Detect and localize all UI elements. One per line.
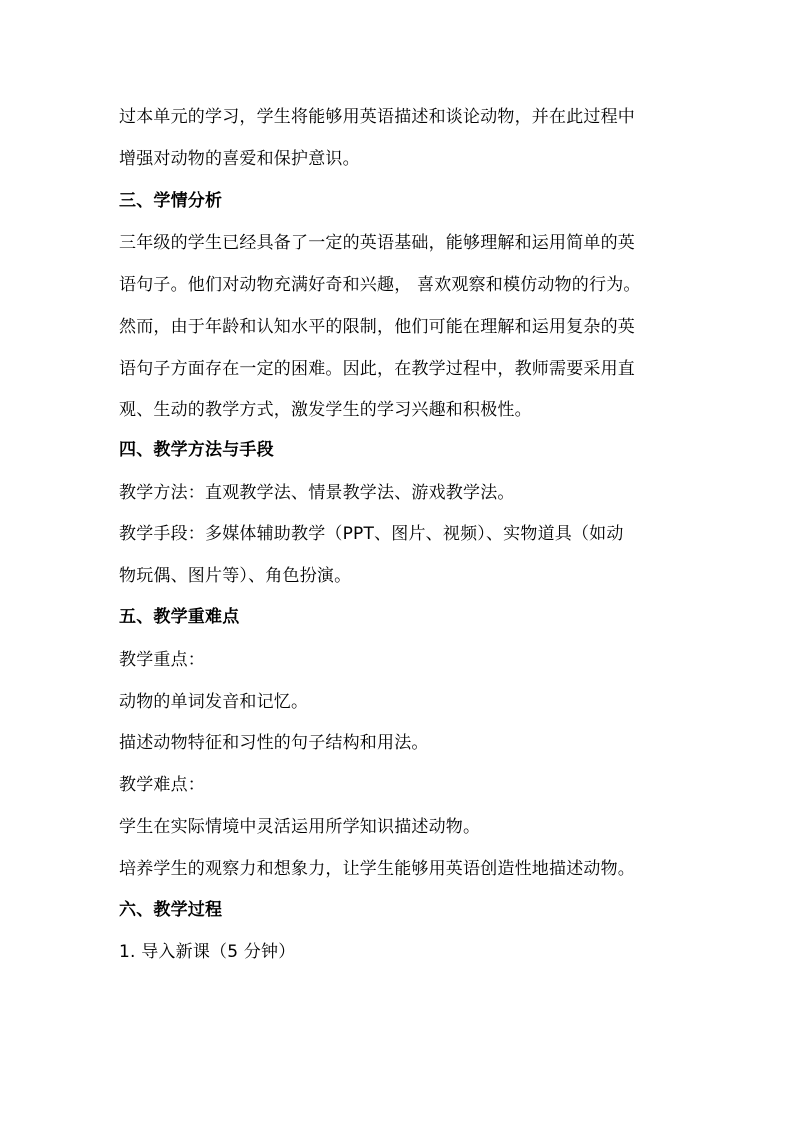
paragraph-line: 学生在实际情境中灵活运用所学知识描述动物。 [119, 817, 481, 837]
paragraph-line: 过本单元的学习，学生将能够用英语描述和谈论动物，并在此过程中 [119, 107, 635, 127]
paragraph-line: 然而，由于年龄和认知水平的限制，他们可能在理解和运用复杂的英 [119, 317, 635, 337]
section-heading-methods: 四、教学方法与手段 [119, 440, 274, 460]
paragraph-line: 教学手段：多媒体辅助教学（PPT、图片、视频）、实物道具（如动 [119, 524, 624, 544]
paragraph-line: 观、生动的教学方式，激发学生的学习兴趣和积极性。 [119, 400, 532, 420]
section-heading-learner-analysis: 三、学情分析 [119, 191, 223, 211]
paragraph-line: 培养学生的观察力和想象力，让学生能够用英语创造性地描述动物。 [119, 859, 635, 879]
section-heading-teaching-process: 六、教学过程 [119, 900, 223, 920]
paragraph-line: 物玩偶、图片等）、角色扮演。 [119, 566, 352, 586]
paragraph-line: 三年级的学生已经具备了一定的英语基础，能够理解和运用简单的英 [119, 233, 635, 253]
paragraph-line: 1. 导入新课（5 分钟） [119, 942, 296, 962]
paragraph-line: 描述动物特征和习性的句子结构和用法。 [119, 733, 429, 753]
section-heading-key-points: 五、教学重难点 [119, 607, 240, 627]
paragraph-line: 语句子方面存在一定的困难。因此，在教学过程中，教师需要采用直 [119, 359, 635, 379]
paragraph-line: 教学重点： [119, 650, 205, 670]
paragraph-line: 增强对动物的喜爱和保护意识。 [119, 149, 360, 169]
paragraph-line: 动物的单词发音和记忆。 [119, 692, 309, 712]
paragraph-line: 教学难点： [119, 775, 205, 795]
paragraph-line: 教学方法：直观教学法、情景教学法、游戏教学法。 [119, 483, 515, 503]
paragraph-line: 语句子。他们对动物充满好奇和兴趣， 喜欢观察和模仿动物的行为。 [119, 275, 641, 295]
